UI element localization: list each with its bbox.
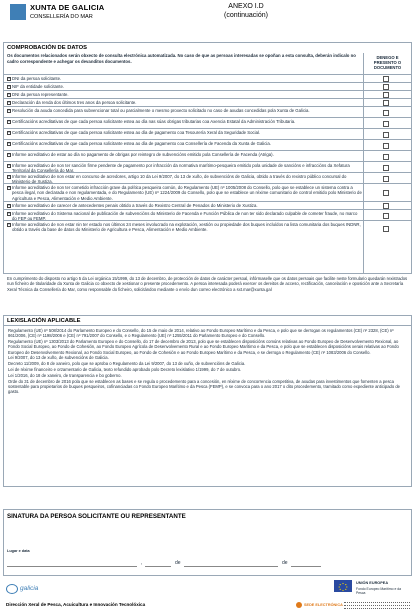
- xunta-logo-icon: [10, 4, 26, 20]
- document-row: [4, 117, 411, 128]
- place-field[interactable]: [7, 566, 137, 567]
- legislation-paragraph: Lei de réxime financeiro e orzamentario de Galicia, texto refundido aprobado polo Decreto lexislativo 1/1999, do 7 de outubro.: [8, 367, 242, 373]
- document-checkbox[interactable]: ×: [8, 150, 11, 156]
- date-separator: ,: [141, 560, 143, 566]
- intro-text: Os documentos relacionados serán obxecto de consulta electrónica automatizada. No caso de que as persoas interesadas se opoñan a esta consulta, deberán indicalo no cadro correspondente e achegar os devanditos documentos.: [7, 53, 356, 64]
- document-row: [4, 128, 411, 139]
- date-de-label: de: [175, 560, 181, 566]
- document-label: Informe acreditativo de non estar en concurso de acredores, artigo 10 da Lei 9/2007, do 13 de xuño, de subvencións de Galicia, obtido a través do rexistro público concursal do Ministerio de Xustiza.: [12, 174, 347, 185]
- legislation-list: [4, 325, 411, 395]
- document-label: Certificacións acreditativas de que cada persoa solicitante estea ao día de pagamento coa Consellería de Facenda da Xunta de Galicia.: [12, 141, 271, 146]
- document-checkbox[interactable]: ×: [8, 90, 11, 96]
- deny-present-checkbox[interactable]: [383, 110, 389, 116]
- annex-heading: [210, 2, 282, 20]
- deny-present-checkbox[interactable]: [383, 226, 389, 232]
- document-label: Informe acreditativo de non estar nin ter estado nos últimos 24 meses involucrado na explotación, xestión ou propiedade dos buques incluídos na lista comunitaria dos buques INDNR, obtido a través da base de datos do Ministerio de Agricultura e Pesca, Alimentación e Medio Ambiente.: [12, 222, 361, 233]
- document-checkbox[interactable]: ×: [8, 117, 11, 123]
- document-checkbox[interactable]: ×: [8, 82, 11, 88]
- document-label: Informe acreditativo de non ter cometido infracción grave da política pesqueira común, do Regulamento (UE) nº 1005/2008 do Consello, polo que se establece un sistema contra a pesca ilegal, non declarada e non regulamentada, e do Regulamento (UE) nº 1224/2009 do Consello, polo que se establece un réxime comunitario de control emitido polo Ministerio de Agricultura e Pesca, Alimentación e Medio Ambiente.: [12, 185, 362, 201]
- year-field[interactable]: [291, 566, 321, 567]
- signature-section: [3, 509, 412, 576]
- signature-title: SINATURA DA PERSOA SOLICITANTE OU REPRESENTANTE: [7, 513, 186, 520]
- legislation-paragraph: Decreto 11/2009, do 8 de xaneiro, polo que se aproba o Regulamento da Lei 9/2007, do 13 de xuño, de subvencións de Galicia.: [8, 361, 246, 367]
- galicia-logo-text: galicia: [20, 585, 39, 592]
- legislation-paragraph: Regulamento (UE) nº 1303/2013 do Parlamento Europeo e do Consello, do 17 de decembro de 2013, polo que se establecen disposicións comúns relativas ao Fondo Europeo de Desenvolvemento Rexional, ao Fondo Social Europeo, ao Fondo de Cohesión, ao Fondo Europeo Agrícola de Desenvolvemento Rural e ao Fondo Europeo Marítimo e da Pesca, e polo que se establecen disposicións xerais relativas ao Fondo Europeo de Desenvolvemento Rexional, ao Fondo Social Europeo, ao Fondo de Cohesión e ao Fondo Europeo Marítimo e da Pesca, e se derroga o Regulamento (CE) nº 1083/2006 do Consello.: [8, 339, 399, 355]
- sede-icon: [296, 602, 302, 608]
- document-label: DNI da persoa solicitante.: [12, 76, 62, 81]
- sede-label: SEDE ELECTRÓNICA: [304, 603, 343, 607]
- legislation-paragraph: Orde do 31 de decembro de 2016 pola que se establecen as bases e se regula o procedemento para a concesión, en réxime de concorrencia competitiva, de axudas para investimentos que fomenten a pesca sostentable para propietarios de buques pesqueiros, cofinanciadas co Fondo Europeo Marítimo e da Pesca (FEMP), e se convoca para o ano 2017 o dito procedemento, tramitado como expediente anticipado de gasto.: [8, 378, 401, 395]
- sede-note-lines: [344, 600, 410, 609]
- document-label: Informe acreditativo de carecer de antecedentes penais obtido a través do Rexistro Central de Penados do Ministerio de Xustiza.: [12, 203, 258, 208]
- document-row: [4, 220, 411, 236]
- legislation-paragraph: Lei 1/2016, do 18 de xaneiro, de transparencia e bo goberno.: [8, 372, 122, 378]
- deny-present-checkbox[interactable]: [383, 213, 389, 219]
- deny-present-checkbox[interactable]: [383, 190, 389, 196]
- day-field[interactable]: [145, 566, 171, 567]
- document-row: [4, 161, 411, 172]
- document-label: Certificacións acreditativas de que cada persoa solicitante estea ao día nas súas obrigas tributarias coa Axencia Estatal da Administración Tributaria.: [12, 119, 296, 124]
- deny-present-checkbox[interactable]: [383, 165, 389, 171]
- deny-present-checkbox[interactable]: [383, 121, 389, 127]
- document-checkbox[interactable]: ×: [8, 172, 11, 178]
- eu-label: UNIÓN EUROPEA: [356, 581, 389, 585]
- document-row: [4, 183, 411, 201]
- document-checkbox[interactable]: ×: [8, 74, 11, 80]
- org-name: XUNTA DE GALICIA: [30, 3, 105, 12]
- document-row: [4, 98, 411, 106]
- eu-fund-label: Fondo Europeo Marítimo e da Pesca: [356, 587, 402, 595]
- legislation-section: [3, 315, 412, 487]
- document-checkbox[interactable]: ×: [8, 183, 11, 189]
- annex-title: ANEXO I.D: [228, 3, 264, 10]
- document-label: Informe acreditativo do Sistema nacional de publicación de subvencións do Ministerio de Facenda e Función Pública de non ter sido declarado culpable de cometer fraude, no marco do FEP ou FEMP.: [12, 211, 358, 222]
- document-checkbox[interactable]: ×: [8, 161, 11, 167]
- legislation-paragraph: Regulamento (UE) nº 508/2014 do Parlamento Europeo e do Consello, do 15 de maio de 2014, relativo ao Fondo Europeo Marítimo e da Pesca, e polo que se derrogan os regulamentos (CE) nº 2328, (CE) nº 861/2006, (CE) nº 1198/2006 e (CE) nº 791/2007 do Consello, e o Regulamento (UE) nº 1255/2011 do Parlamento Europeo e do Consello.: [8, 328, 394, 339]
- document-checkbox[interactable]: ×: [8, 98, 11, 104]
- document-row: [4, 106, 411, 117]
- document-row: [4, 74, 411, 82]
- document-row: [4, 172, 411, 183]
- section-title: COMPROBACIÓN DE DATOS: [7, 45, 87, 51]
- document-label: DNI da persoa representante.: [12, 92, 69, 97]
- eu-flag-icon: [334, 580, 352, 592]
- directorate-name: Dirección Xeral de Pesca, Acuicultura e Innovación Tecnolóxica: [6, 602, 146, 607]
- document-row: [4, 201, 411, 209]
- document-checkbox[interactable]: ×: [8, 201, 11, 207]
- annex-subtitle: (continuación): [224, 12, 268, 19]
- deny-present-checkbox[interactable]: [383, 154, 389, 160]
- document-label: Declaración da renda dos últimos tres anos da persoa solicitante.: [12, 100, 137, 105]
- document-checkbox[interactable]: ×: [8, 106, 11, 112]
- month-field[interactable]: [184, 566, 278, 567]
- deny-present-checkbox[interactable]: [383, 132, 389, 138]
- document-row: [4, 150, 411, 161]
- legislation-paragraph: Lei 9/2007, do 13 de xuño, de subvencións de Galicia.: [8, 355, 109, 361]
- deny-column-header: DENEGO E PRESENTO O DOCUMENTO: [373, 55, 402, 70]
- legislation-title: LEXISLACIÓN APLICABLE: [7, 318, 81, 324]
- place-date-label: Lugar e data: [7, 549, 30, 553]
- privacy-notice: En cumprimento do disposto no artigo 5 da Lei orgánica 15/1999, do 13 de decembro, de protección de datos de carácter persoal, infórmaselle que os datos persoais que facilite neste formulario quedarán rexistrados nun ficheiro de titularidade da Xunta de Galicia co obxecto de xestionar o presente procedemento. A persoa interesada poderá exercer os dereitos de acceso, rectificación, cancelación e oposición ante a Secretaría Xeral Técnica da Consellería do Mar, como responsable do ficheiro, solicitándoo mediante o envío dun correo electrónico a sxt.mar@xunta.gal: [7, 276, 408, 292]
- deny-present-checkbox[interactable]: [383, 176, 389, 182]
- dept-name: CONSELLERÍA DO MAR: [30, 14, 93, 20]
- galicia-logo-icon: [6, 584, 18, 594]
- document-checkbox[interactable]: ×: [8, 128, 11, 134]
- date-de-label: de: [282, 560, 288, 566]
- data-check-section: [3, 42, 412, 274]
- document-label: Informe acreditativo de estar ao día no pagamento de obrigas por reintegro de subvencións emitido pola Consellería de Facenda (Atriga).: [12, 152, 274, 157]
- document-label: Certificacións acreditativas de que cada persoa solicitante estea ao día de pagamento coa Tesourería Xeral da Seguridade Social.: [12, 130, 261, 135]
- document-checkbox[interactable]: ×: [8, 139, 11, 145]
- document-checkbox[interactable]: ×: [8, 209, 11, 215]
- document-checkbox[interactable]: ×: [8, 220, 11, 226]
- deny-present-checkbox[interactable]: [383, 143, 389, 149]
- document-row: [4, 90, 411, 98]
- document-row: [4, 82, 411, 90]
- document-row: [4, 209, 411, 220]
- document-label: Resolución da axuda concedida para subvencionar total ou parcialmente o mesmo proxecto solicitado no caso de axudas concedidas pola Xunta de Galicia.: [12, 108, 310, 113]
- document-label: Informe acreditativo de non ter sanción firme pendente de pagamento por infracción da normativa marítimo-pesqueira emitido pola unidade de sancións e infraccións da Xefatura Territorial da Consellería do Mar.: [12, 163, 350, 174]
- document-label: NIF da entidade solicitante.: [12, 84, 65, 89]
- document-row: [4, 139, 411, 150]
